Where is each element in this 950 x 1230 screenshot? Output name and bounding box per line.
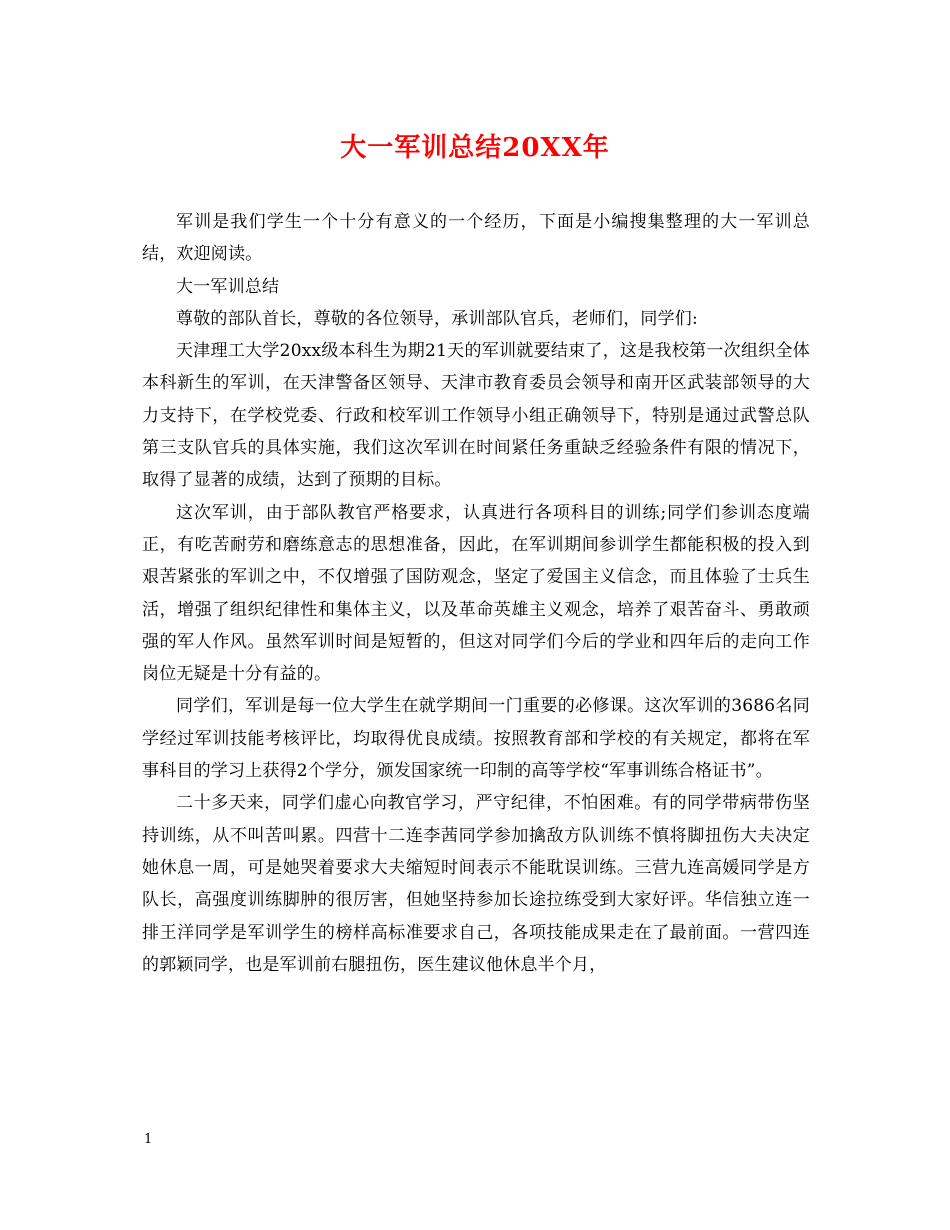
page-number: 1 xyxy=(144,1132,153,1147)
body-paragraph: 同学们，军训是每一位大学生在就学期间一门重要的必修课。这次军训的3686名同学经过军训技能考核评比，均取得优良成绩。按照教育部和学校的有关规定，都将在军事科目的学习上获得2个学分，颁发国家统一印制的高等学校“军事训练合格证书”。 xyxy=(142,696,810,782)
body-paragraph: 二十多天来，同学们虚心向教官学习，严守纪律，不怕困难。有的同学带病带伤坚持训练，从不叫苦叫累。四营十二连李茜同学参加擒敌方队训练不慎将脚扭伤大夫决定她休息一周，可是她哭着要求大夫缩短时间表示不能耽误训练。三营九连高媛同学是方队长，高强度训练脚肿的很厉害，但她坚持参加长途拉练受到大家好评。华信独立连一排王洋同学是军训学生的榜样高标准要求自己，各项技能成果走在了最前面。一营四连的郭颖同学，也是军训前右腿扭伤，医生建议他休息半个月， xyxy=(142,793,810,975)
body-paragraph: 这次军训，由于部队教官严格要求，认真进行各项科目的训练;同学们参训态度端正，有吃苦耐劳和磨练意志的思想准备，因此，在军训期间参训学生都能积极的投入到艰苦紧张的军训之中，不仅增强了国防观念，坚定了爱国主义信念，而且体验了士兵生活，增强了组织纪律性和集体主义，以及革命英雄主义观念，培养了艰苦奋斗、勇敢顽强的军人作风。虽然军训时间是短暂的，但这对同学们今后的学业和四年后的走向工作岗位无疑是十分有益的。 xyxy=(142,502,810,685)
section-heading: 大一军训总结 xyxy=(176,276,280,297)
salutation-paragraph: 尊敬的部队首长，尊敬的各位领导，承训部队官兵，老师们，同学们: xyxy=(176,308,698,329)
document-title: 大一军训总结20XX年 xyxy=(340,133,610,163)
body-paragraph: 天津理工大学20xx级本科生为期21天的军训就要结束了，这是我校第一次组织全体本科新生的军训，在天津警备区领导、天津市教育委员会领导和南开区武装部领导的大力支持下，在学校党委、行政和校军训工作领导小组正确领导下，特别是通过武警总队第三支队官兵的具体实施，我们这次军训在时间紧任务重缺乏经验条件有限的情况下，取得了显著的成绩，达到了预期的目标。 xyxy=(142,341,810,491)
document-body xyxy=(142,206,810,981)
intro-paragraph: 军训是我们学生一个十分有意义的一个经历，下面是小编搜集整理的大一军训总结，欢迎阅读。 xyxy=(142,212,810,265)
